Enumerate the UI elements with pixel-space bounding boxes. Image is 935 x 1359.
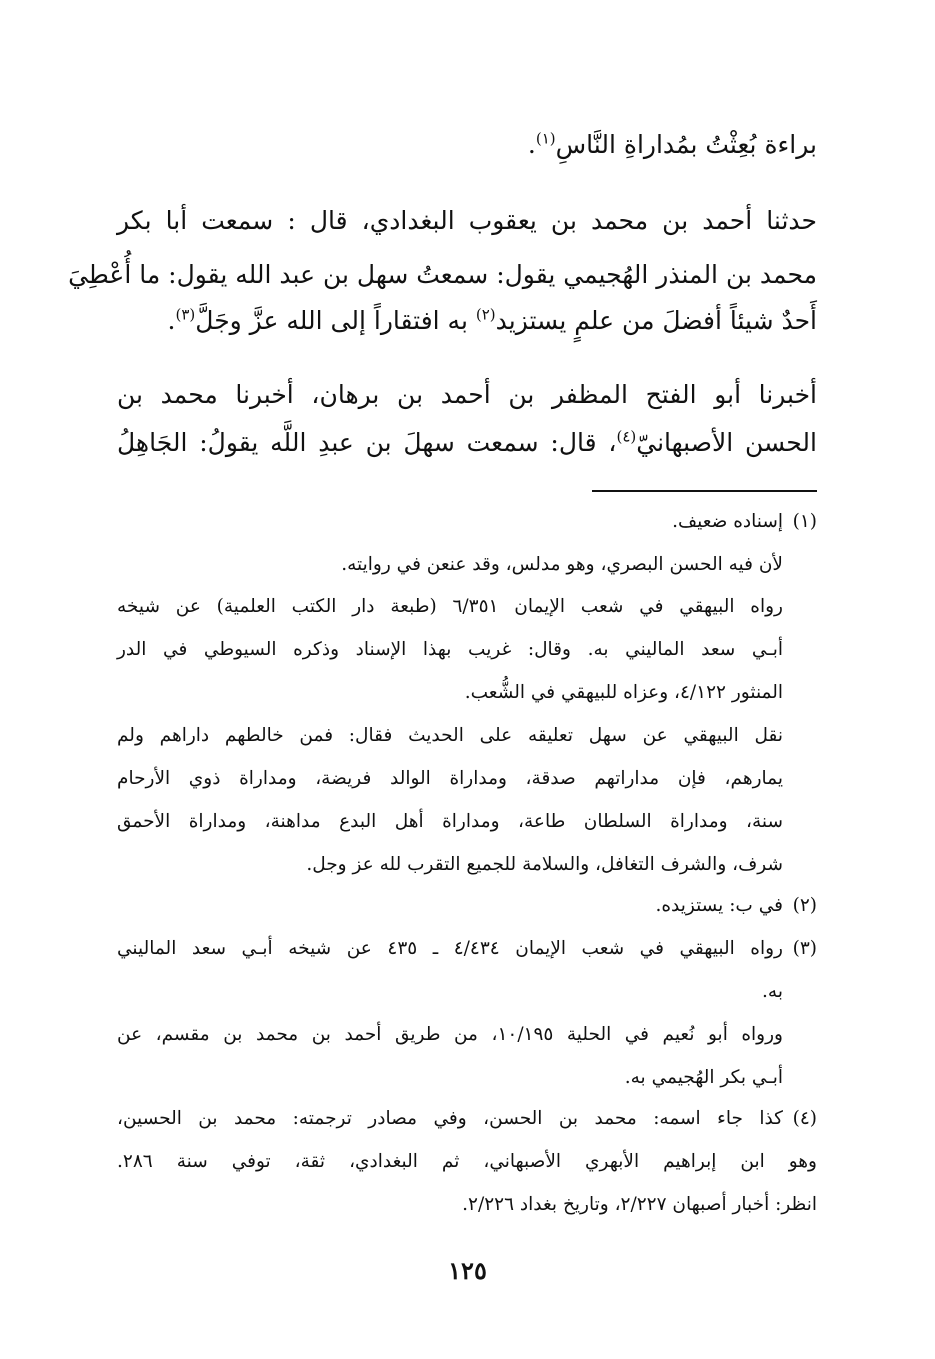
footnote-1-line-4: أبـي سعد الماليني به. وقال: غريب بهذا الإسناد وذكره السيوطي في الدر (117, 639, 783, 660)
footnote-1-line-1: إسناده ضعيف. (672, 511, 783, 532)
footnote-3-line-2: به. (762, 981, 783, 1002)
footnote-1-line-8: سنة، ومداراة السلطان طاعة، ومداراة أهل البدع مداهنة، ومداراة الأحمق (117, 811, 783, 832)
paragraph-2-line-2: محمد بن المنذر الهُجيمي يقول: سمعتُ سهل بن عبد الله يقول: ما أُعْطِيَ (68, 260, 817, 289)
footnote-3-line-1: رواه البيهقي في شعب الإيمان ٤/٤٣٤ ـ ٤٣٥ عن شيخه أبـي سعد الماليني (117, 938, 783, 959)
footnote-number-3: (٣) (792, 938, 817, 959)
paragraph-3-line-1: أخبرنا أبو الفتح المظفر بن أحمد بن برهان، أخبرنا محمد بن (117, 380, 817, 409)
paragraph-2-line-1: حدثنا أحمد بن محمد بن يعقوب البغدادي، قال : سمعت أبا بكر (117, 206, 817, 235)
paragraph-1-line-1 (117, 122, 817, 168)
page-number: ١٢٥ (448, 1256, 487, 1285)
footnote-ref-2: (٢) (475, 305, 496, 324)
footnote-number-1: (١) (792, 511, 817, 532)
punctuation: . (527, 130, 536, 159)
footnote-2-line-1: في ب: يستزيده. (655, 895, 783, 916)
footnote-1-line-6: نقل البيهقي عن سهل تعليقه على الحديث فقال: فمن خالطهم داراهم ولم (117, 725, 783, 746)
footnote-1-line-2: لأن فيه الحسن البصري، وهو مدلس، وقد عنعن في روايته. (341, 554, 783, 575)
footnote-1-line-5: المنثور ٤/١٢٢، وعزاه للبيهقي في الشُّعب. (464, 682, 783, 703)
footnote-4-line-3: انظر: أخبار أصبهان ٢/٢٢٧، وتاريخ بغداد ٢/٢٢٦. (462, 1194, 817, 1215)
footnote-ref-1: (١) (535, 129, 556, 148)
footnote-3-line-3: ورواه أبو نُعيم في الحلية ١٠/١٩٥، من طريق أحمد بن محمد بن مقسم، عن (117, 1024, 783, 1045)
footnote-4-line-1: كذا جاء اسمه: محمد بن الحسن، وفي مصادر ترجمته: محمد بن الحسين، (117, 1108, 783, 1129)
main-text: الحسن الأصبهانيّ (636, 428, 817, 457)
footnote-number-2: (٢) (792, 895, 817, 916)
footnote-1-line-3: رواه البيهقي في شعب الإيمان ٦/٣٥١ (طبعة دار الكتب العلمية) عن شيخه (117, 596, 783, 617)
main-text: ، قال: سمعت سهلَ بن عبدِ اللَّه يقولُ: الجَاهِلُ (117, 428, 617, 457)
footnote-ref-4: (٤) (616, 427, 637, 446)
punctuation: . (167, 306, 176, 335)
footnote-3-line-4: أبـي بكر الهُجيمي به. (624, 1067, 783, 1088)
footnote-4-line-2: وهو ابن إبراهيم الأبهري الأصبهاني، ثم البغدادي، ثقة، توفي سنة ٢٨٦. (117, 1151, 817, 1172)
footnote-ref-3: (٣) (175, 305, 196, 324)
main-text: به افتقاراً إلى الله عزَّ وجَلَّ (195, 306, 476, 335)
main-text: أَحدٌ شيئاً أفضلَ من علمٍ يستزيد (495, 306, 817, 335)
footnote-1-line-7: يمارهم، فإن مداراتهم صدقة، ومداراة الوالد فريضة، ومداراة ذوي الأرحام (117, 768, 783, 789)
footnote-1-line-9: شرف، والشرف التغافل، والسلامة للجميع التقرب لله عز وجل. (306, 854, 783, 875)
paragraph-2-line-3 (117, 298, 817, 344)
footnote-number-4: (٤) (792, 1108, 817, 1129)
paragraph-3-line-2 (117, 420, 817, 466)
main-text: براءة بُعِثْتُ بمُداراةِ النَّاسِ (555, 130, 817, 159)
footnote-separator (592, 490, 817, 492)
